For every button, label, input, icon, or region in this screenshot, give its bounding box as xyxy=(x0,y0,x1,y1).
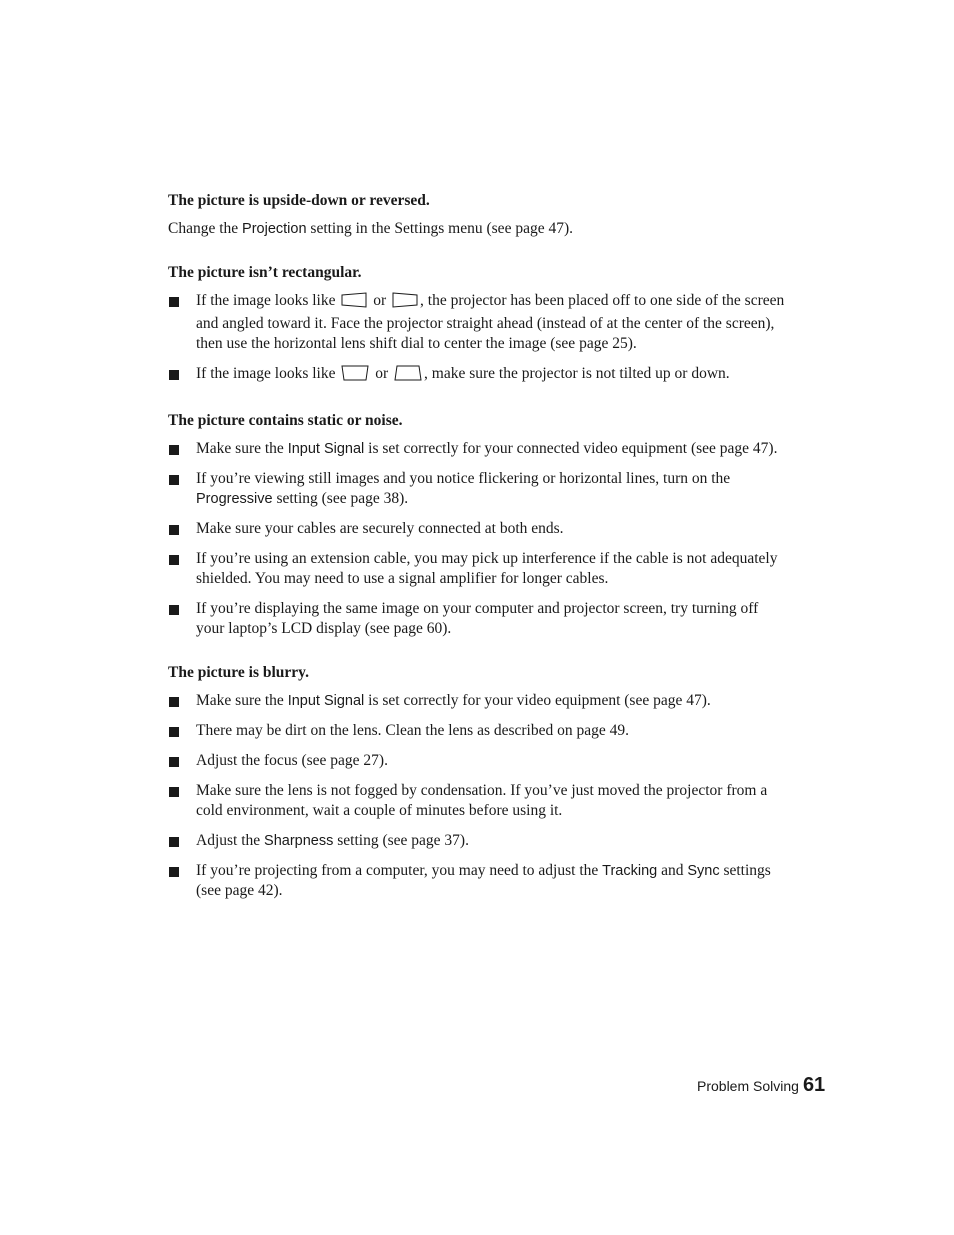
not-rectangular-list xyxy=(168,291,786,387)
heading-not-rectangular: The picture isn’t rectangular. xyxy=(168,264,362,281)
trapezoid-wide-bottom-icon xyxy=(394,365,422,387)
input-signal-setting-name: Input Signal xyxy=(287,693,365,709)
bullet-icon xyxy=(169,475,179,485)
bullet-icon xyxy=(169,445,179,455)
trapezoid-wide-top-icon xyxy=(341,365,369,387)
list-item: There may be dirt on the lens. Clean the lens as described on page 49. xyxy=(168,721,786,741)
heading-static-noise: The picture contains static or noise. xyxy=(168,412,403,429)
blurry-list xyxy=(168,691,786,901)
list-item: Adjust the focus (see page 27). xyxy=(168,751,786,771)
bullet-icon xyxy=(169,757,179,767)
list-item: Make sure the Input Signal is set correctly for your connected video equipment (see page 47). xyxy=(168,439,786,459)
bullet-icon xyxy=(169,867,179,877)
bullet-icon xyxy=(169,605,179,615)
list-item: If you’re viewing still images and you notice flickering or horizontal lines, turn on the Progressive setting (see page 38). xyxy=(168,469,786,509)
page-content xyxy=(168,191,786,925)
sync-setting-name: Sync xyxy=(687,863,720,879)
sharpness-setting-name: Sharpness xyxy=(264,833,334,849)
projection-setting-name: Projection xyxy=(242,221,307,237)
page-footer xyxy=(697,1074,825,1097)
list-item: Make sure the Input Signal is set correctly for your video equipment (see page 47). xyxy=(168,691,786,711)
bullet-icon xyxy=(169,297,179,307)
bullet-icon xyxy=(169,697,179,707)
upside-down-paragraph: Change the Projection setting in the Settings menu (see page 47). xyxy=(168,220,573,237)
list-item: If you’re projecting from a computer, you may need to adjust the Tracking and Sync settings (see page 42). xyxy=(168,861,786,901)
bullet-icon xyxy=(169,525,179,535)
input-signal-setting-name: Input Signal xyxy=(287,441,365,457)
heading-blurry: The picture is blurry. xyxy=(168,664,309,681)
bullet-icon xyxy=(169,555,179,565)
footer-section-title: Problem Solving xyxy=(697,1078,799,1094)
list-item: Adjust the Sharpness setting (see page 37). xyxy=(168,831,786,851)
list-item: If the image looks like or , the projector has been placed off to one side of the screen and angled toward it. Face the projector straight ahead (instead of at the center of the screen), then use the horizontal lens shift dial to center the image (see page 25). xyxy=(168,291,786,354)
list-item: If you’re using an extension cable, you may pick up interference if the cable is not adequately shielded. You may need to use a signal amplifier for longer cables. xyxy=(168,549,786,589)
trapezoid-left-icon xyxy=(341,292,367,314)
tracking-setting-name: Tracking xyxy=(602,863,658,879)
progressive-setting-name: Progressive xyxy=(196,491,273,507)
list-item: Make sure your cables are securely connected at both ends. xyxy=(168,519,786,539)
list-item: If the image looks like or , make sure the projector is not tilted up or down. xyxy=(168,364,786,387)
bullet-icon xyxy=(169,727,179,737)
list-item: If you’re displaying the same image on your computer and projector screen, try turning off your laptop’s LCD display (see page 60). xyxy=(168,599,786,639)
page-number: 61 xyxy=(802,1074,826,1096)
list-item: Make sure the lens is not fogged by condensation. If you’ve just moved the projector from a cold environment, wait a couple of minutes before using it. xyxy=(168,781,786,821)
static-noise-list xyxy=(168,439,786,639)
bullet-icon xyxy=(169,787,179,797)
heading-upside-down: The picture is upside-down or reversed. xyxy=(168,192,430,209)
trapezoid-right-icon xyxy=(392,292,418,314)
bullet-icon xyxy=(169,370,179,380)
bullet-icon xyxy=(169,837,179,847)
